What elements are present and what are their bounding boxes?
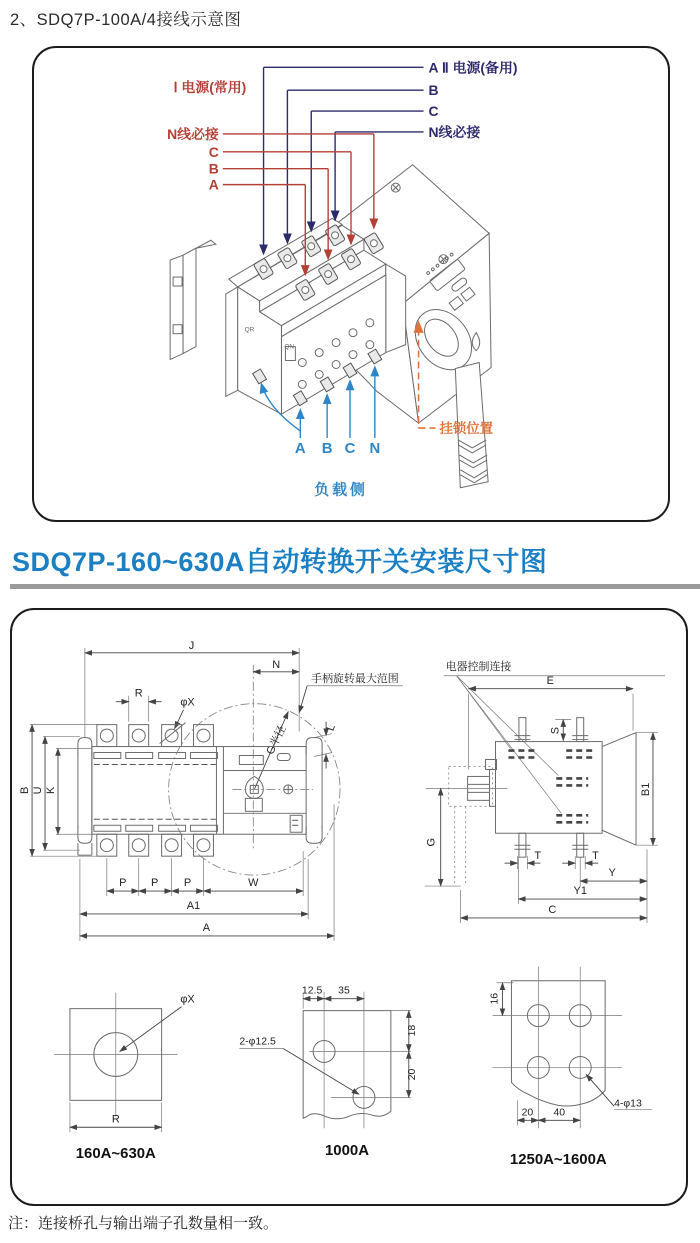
dim-label-l: L	[324, 722, 338, 733]
load-side-label: 负载侧	[314, 482, 368, 499]
hole1-title: 160A~630A	[75, 1145, 156, 1163]
dim-label-s: S	[549, 726, 562, 735]
dim-label-a1: A1	[186, 899, 201, 912]
dim-label-phix: φX	[180, 696, 195, 709]
dim-label-p3: P	[183, 877, 192, 890]
g-radius-label: G半径	[264, 723, 289, 757]
dimension-diagram-svg	[12, 610, 686, 1202]
wiring-diagram-panel	[32, 46, 670, 522]
dimension-diagram-panel	[10, 608, 688, 1206]
hole2-dim-18: 18	[406, 1024, 418, 1037]
device-mark-qr: QR	[244, 326, 255, 334]
front-view-drawing	[19, 640, 403, 941]
load-label-b: B	[321, 440, 333, 457]
heading-underline-bar	[10, 584, 700, 589]
side-view-drawing	[425, 659, 665, 923]
hole1-r-label: R	[111, 1113, 120, 1126]
wiring-diagram-svg	[34, 48, 668, 520]
dim-label-c: C	[548, 903, 557, 916]
dim-label-r: R	[134, 687, 143, 700]
dim-label-n: N	[272, 658, 281, 671]
front-top-terminals	[97, 725, 214, 747]
source1-label-c: C	[208, 143, 219, 160]
control-connection-label: 电器控制连接	[445, 660, 512, 673]
source2-label-c: C	[428, 103, 439, 120]
load-label-n: N	[369, 440, 381, 457]
hole2-title: 1000A	[324, 1142, 370, 1160]
dim-label-p2: P	[151, 877, 159, 890]
dim-label-a: A	[202, 921, 211, 934]
dim-label-g: G	[425, 837, 438, 847]
hole2-callout: 2-φ12.5	[239, 1036, 276, 1048]
handle-rotation-note: 手柄旋转最大范围	[311, 672, 399, 685]
dim-label-w: W	[248, 877, 259, 890]
source1-label-a: A	[208, 176, 219, 193]
hole2-dim-20: 20	[406, 1068, 418, 1081]
hole2-dim-12-5: 12.5	[301, 985, 323, 997]
device-mark-qn: QN	[284, 343, 295, 351]
hole3-title: 1250A~1600A	[509, 1151, 607, 1169]
source1-label-b: B	[208, 160, 219, 177]
dim-label-y1: Y1	[573, 885, 587, 898]
source1-title: Ⅰ 电源(常用)	[173, 79, 247, 96]
page-title: 2、SDQ7P-100A/4接线示意图	[10, 11, 242, 29]
dim-label-u: U	[32, 786, 45, 795]
hole3-dim-16: 16	[489, 992, 501, 1005]
hole3-dim-20: 20	[521, 1107, 534, 1119]
dim-label-e: E	[546, 674, 554, 687]
dim-label-j: J	[188, 639, 195, 652]
hole3-dim-40: 40	[553, 1107, 566, 1119]
hole3-callout: 4-φ13	[614, 1098, 642, 1110]
front-bottom-terminals	[97, 834, 214, 856]
hole2-dim-35: 35	[338, 985, 350, 997]
hole-pattern-1250-1600	[489, 967, 651, 1168]
dim-label-t1: T	[534, 850, 542, 863]
section-heading: SDQ7P-160~630A自动转换开关安装尺寸图	[12, 547, 548, 577]
dim-label-k: K	[44, 786, 57, 795]
mounting-bracket	[170, 240, 216, 359]
load-label-c: C	[344, 440, 356, 457]
source2-label-a: A Ⅱ 电源(备用)	[428, 59, 518, 76]
hole1-phi-label: φX	[180, 993, 195, 1006]
load-label-a: A	[294, 440, 306, 457]
dim-label-y: Y	[608, 867, 616, 880]
source2-label-n: N线必接	[428, 123, 481, 140]
footnote: 注：连接桥孔与输出端子孔数量相一致。	[8, 1215, 279, 1232]
hole-pattern-160-630	[54, 993, 195, 1162]
dim-label-b1: B1	[639, 782, 652, 797]
dim-label-t2: T	[592, 850, 599, 863]
transfer-switch-drawing	[170, 165, 494, 488]
source2-label-b: B	[428, 82, 439, 99]
dim-label-b: B	[19, 786, 32, 795]
padlock-label: 挂锁位置	[439, 421, 494, 437]
source1-label-n: N线必接	[167, 125, 219, 142]
hole-pattern-1000	[239, 986, 417, 1159]
dim-label-p1: P	[119, 877, 127, 890]
